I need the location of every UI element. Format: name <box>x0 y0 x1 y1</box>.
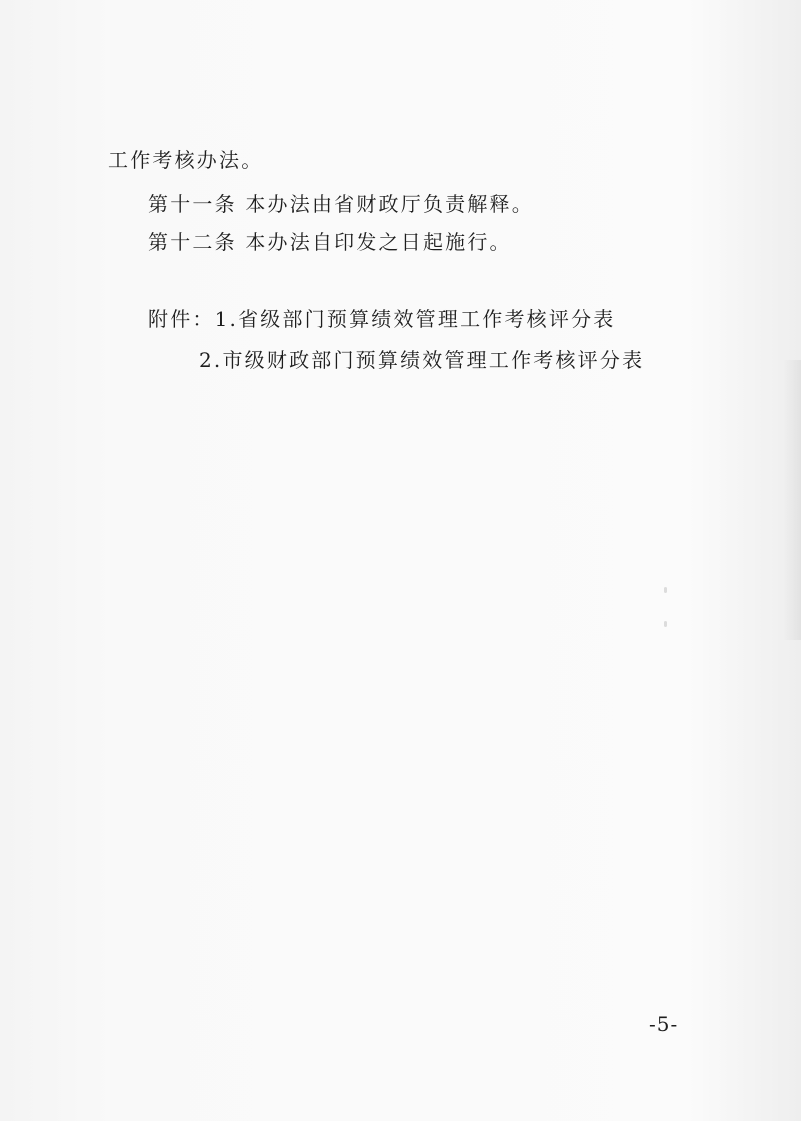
page-number: -5- <box>649 1012 679 1036</box>
scan-speck <box>664 587 667 593</box>
scan-speck <box>664 621 667 627</box>
document-line-1: 工作考核办法。 <box>108 148 264 172</box>
article-eleven: 第十一条 本办法由省财政厅负责解释。 <box>148 192 534 216</box>
attachment-item-1: 附件：1.省级部门预算绩效管理工作考核评分表 <box>148 307 616 331</box>
scan-shadow <box>783 360 801 640</box>
article-twelve: 第十二条 本办法自印发之日起施行。 <box>148 230 512 254</box>
attachment-item-2: 2.市级财政部门预算绩效管理工作考核评分表 <box>199 348 645 372</box>
